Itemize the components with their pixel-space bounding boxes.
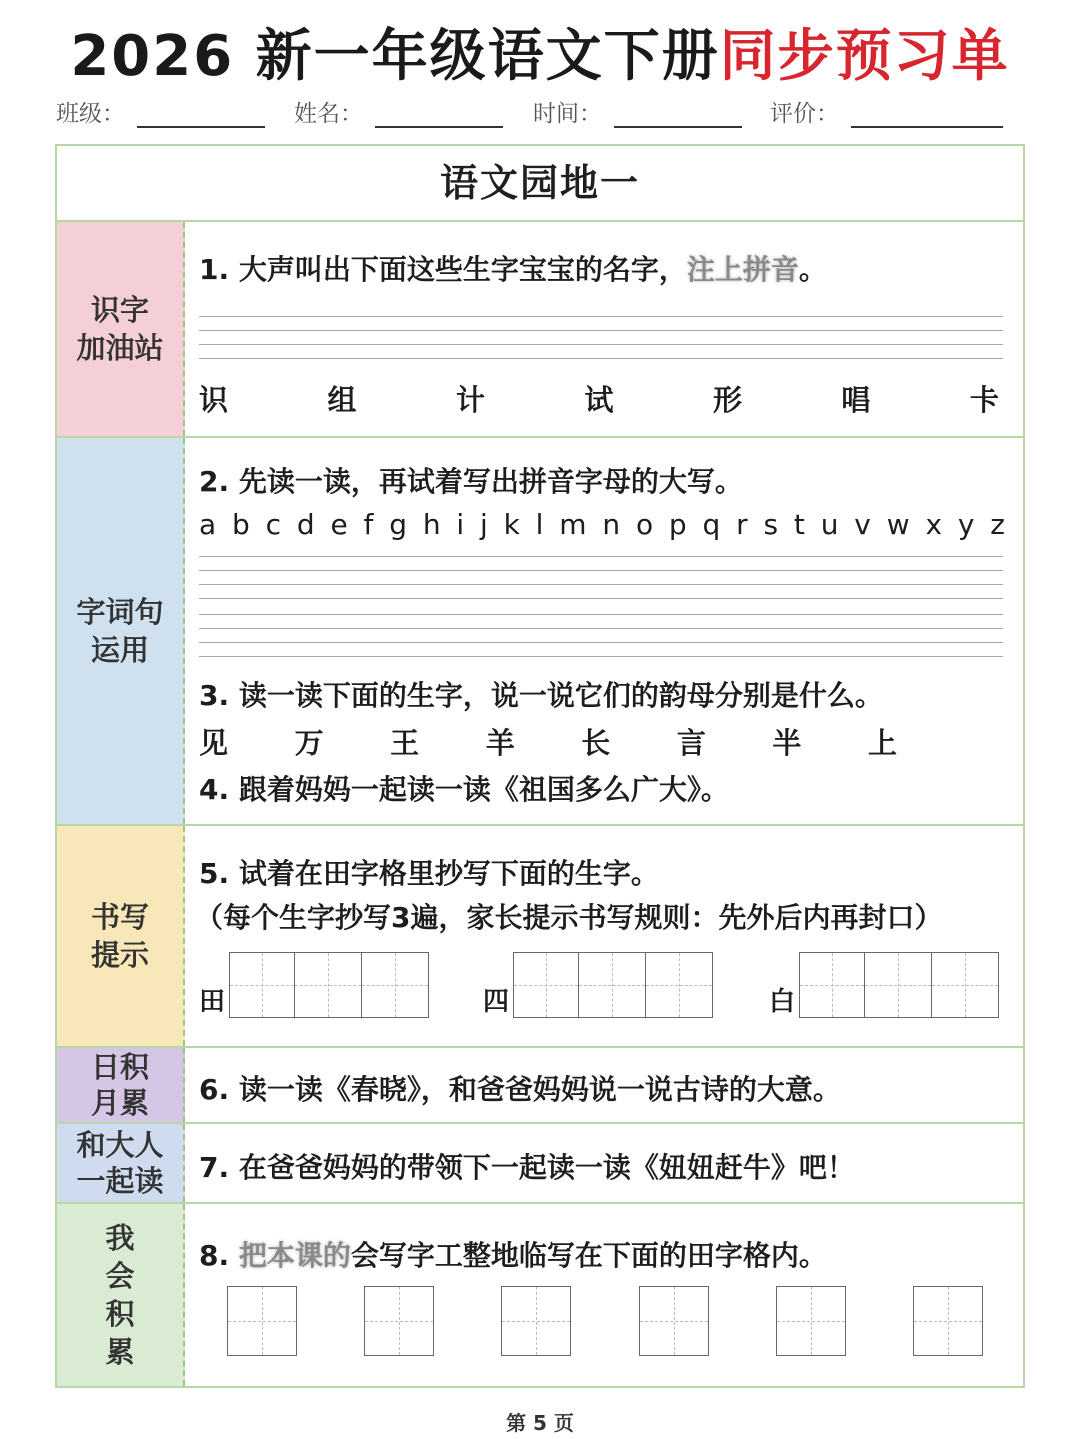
hanzi-char: 万 [294, 726, 324, 760]
tianzige-box[interactable] [362, 952, 429, 1018]
tianzige-box[interactable] [932, 952, 999, 1018]
section-literacy [57, 222, 1023, 438]
unit-title: 语文园地一 [57, 146, 1023, 222]
alphabet-letter: j [480, 508, 488, 541]
alphabet-letter: l [535, 508, 544, 541]
section-label-line: 和大人 [76, 1128, 164, 1162]
alphabet-letter: v [854, 508, 871, 541]
question-8 [199, 1234, 827, 1274]
grid-label: 四 [483, 987, 510, 1017]
tianzige-box[interactable] [913, 1286, 983, 1356]
question-text: 1. 大声叫出下面这些生字宝宝的名字， [199, 253, 687, 286]
question-5: 5. 试着在田字格里抄写下面的生字。 [199, 857, 659, 890]
alphabet-letter: r [736, 508, 748, 541]
section-label-literacy [57, 222, 185, 436]
section-content [185, 222, 1023, 436]
section-label-line: 识字 [90, 293, 149, 327]
tianzige-row [227, 1286, 983, 1356]
alphabet-letter: p [668, 508, 687, 541]
alphabet-letter: o [635, 508, 654, 541]
tianzige-box[interactable] [865, 952, 932, 1018]
pinyin-lines[interactable] [199, 316, 1003, 360]
section-label-line: 运用 [90, 633, 149, 667]
hanzi-char: 形 [712, 383, 742, 417]
uppercase-lines-1[interactable] [199, 556, 1003, 612]
blurred-text: 把本课的 [238, 1239, 351, 1272]
hanzi-char: 识 [199, 383, 229, 417]
blurred-text: 注上拼音 [686, 253, 799, 286]
question-1 [199, 248, 827, 288]
alphabet-letter: h [422, 508, 441, 541]
section-content [185, 826, 1023, 1046]
alphabet-letter: t [793, 508, 805, 541]
uppercase-lines-2[interactable] [199, 614, 1003, 670]
class-label: 班级： [56, 101, 125, 127]
alphabet-letter: n [602, 508, 621, 541]
alphabet-letter: d [296, 508, 315, 541]
class-blank[interactable] [137, 92, 265, 128]
time-label: 时间： [533, 101, 602, 127]
title-highlight: 同步预习单 [719, 24, 1010, 89]
alphabet-letter: a [199, 508, 217, 541]
class-field [56, 92, 265, 128]
section-label-char: 会 [105, 1259, 135, 1293]
hanzi-char: 组 [327, 383, 357, 417]
question-5-note: （每个生字抄写3遍，家长提示书写规则：先外后内再封口） [195, 901, 943, 934]
hanzi-char: 长 [581, 726, 611, 760]
grid-label: 白 [769, 987, 796, 1017]
page-title [0, 22, 1080, 92]
hanzi-char: 计 [455, 383, 485, 417]
alphabet-letter: f [363, 508, 374, 541]
alphabet-letter: u [820, 508, 839, 541]
section-label-writing [57, 826, 185, 1046]
tianzige-box[interactable] [364, 1286, 434, 1356]
hanzi-char: 言 [676, 726, 706, 760]
section-label-line: 月累 [90, 1086, 149, 1120]
tianzige-box[interactable] [295, 952, 362, 1018]
section-writing [57, 826, 1023, 1048]
section-label-accumulation [57, 1048, 185, 1122]
alphabet-letter: q [702, 508, 721, 541]
question-4: 4. 跟着妈妈一起读一读《祖国多么广大》。 [199, 773, 729, 806]
alphabet-letter: c [265, 508, 282, 541]
alphabet-letter: s [763, 508, 779, 541]
section-label-line: 字词句 [76, 595, 164, 629]
section-content [185, 1204, 1023, 1386]
section-label-char: 积 [105, 1297, 135, 1331]
tianzige-box[interactable] [229, 952, 295, 1018]
section-i-can-accumulate [57, 1204, 1023, 1386]
tianzige-box[interactable] [639, 1286, 709, 1356]
hanzi-char: 见 [199, 726, 229, 760]
question-3: 3. 读一读下面的生字，说一说它们的韵母分别是什么。 [199, 679, 883, 712]
section-content [185, 438, 1023, 824]
tianzige-box[interactable] [513, 952, 579, 1018]
alphabet-letter: g [389, 508, 407, 541]
tianzige-box[interactable] [227, 1286, 297, 1356]
section-label-char: 累 [105, 1335, 135, 1369]
alphabet-letter: y [957, 508, 975, 541]
alphabet-row [199, 508, 1005, 541]
section-label-line: 加油站 [76, 331, 164, 365]
section-label-read-together [57, 1124, 185, 1202]
alphabet-letter: z [990, 508, 1005, 541]
tianzige-box[interactable] [776, 1286, 846, 1356]
name-field [294, 92, 503, 128]
tianzige-box[interactable] [501, 1286, 571, 1356]
question-text: 8. [199, 1239, 239, 1272]
name-label: 姓名： [294, 101, 363, 127]
question-7: 7. 在爸爸妈妈的带领下一起读一读《妞妞赶牛》吧！ [199, 1151, 855, 1184]
alphabet-letter: i [456, 508, 465, 541]
question-6: 6. 读一读《春晓》，和爸爸妈妈说一说古诗的大意。 [199, 1073, 841, 1106]
char-row-1 [199, 378, 999, 419]
section-content [185, 1124, 1023, 1202]
alphabet-letter: x [925, 508, 943, 541]
section-content [185, 1048, 1023, 1122]
char-row-2 [199, 721, 897, 762]
question-text: 。 [798, 253, 827, 286]
section-label-i-can-accumulate [57, 1204, 185, 1386]
title-main: 2026 新一年级语文下册 [70, 24, 720, 89]
worksheet [55, 144, 1025, 1388]
hanzi-char: 王 [390, 726, 420, 760]
alphabet-letter: k [503, 508, 520, 541]
section-label-line: 日积 [90, 1050, 149, 1084]
grid-group-bai [769, 952, 999, 1018]
section-label-line: 提示 [90, 938, 149, 972]
alphabet-letter: b [232, 508, 250, 541]
section-accumulation [57, 1048, 1023, 1124]
rating-field [770, 92, 1003, 128]
hanzi-char: 卡 [969, 383, 999, 417]
grid-label: 田 [199, 987, 226, 1017]
hanzi-char: 上 [867, 726, 897, 760]
section-usage [57, 438, 1023, 826]
grid-group-si [483, 952, 713, 1018]
section-read-together [57, 1124, 1023, 1204]
question-text: 会写字工整地临写在下面的田字格内。 [350, 1239, 827, 1272]
rating-blank[interactable] [851, 92, 1003, 128]
page-number: 第 5 页 [506, 1411, 574, 1435]
student-info-row [56, 92, 1016, 132]
section-label-line: 一起读 [76, 1164, 164, 1198]
tianzige-box[interactable] [579, 952, 646, 1018]
hanzi-char: 唱 [841, 383, 871, 417]
hanzi-char: 试 [584, 383, 614, 417]
tianzige-box[interactable] [799, 952, 865, 1018]
section-label-char: 我 [105, 1221, 135, 1255]
hanzi-char: 羊 [485, 726, 515, 760]
alphabet-letter: e [330, 508, 348, 541]
section-label-line: 书写 [90, 900, 149, 934]
section-label-usage [57, 438, 185, 824]
alphabet-letter: w [886, 508, 910, 541]
hanzi-char: 半 [772, 726, 802, 760]
grid-group-tian [199, 952, 429, 1018]
alphabet-letter: m [559, 508, 587, 541]
question-2: 2. 先读一读，再试着写出拼音字母的大写。 [199, 465, 743, 498]
time-blank[interactable] [614, 92, 742, 128]
name-blank[interactable] [375, 92, 503, 128]
rating-label: 评价： [770, 101, 839, 127]
tianzige-box[interactable] [646, 952, 713, 1018]
time-field [533, 92, 742, 128]
